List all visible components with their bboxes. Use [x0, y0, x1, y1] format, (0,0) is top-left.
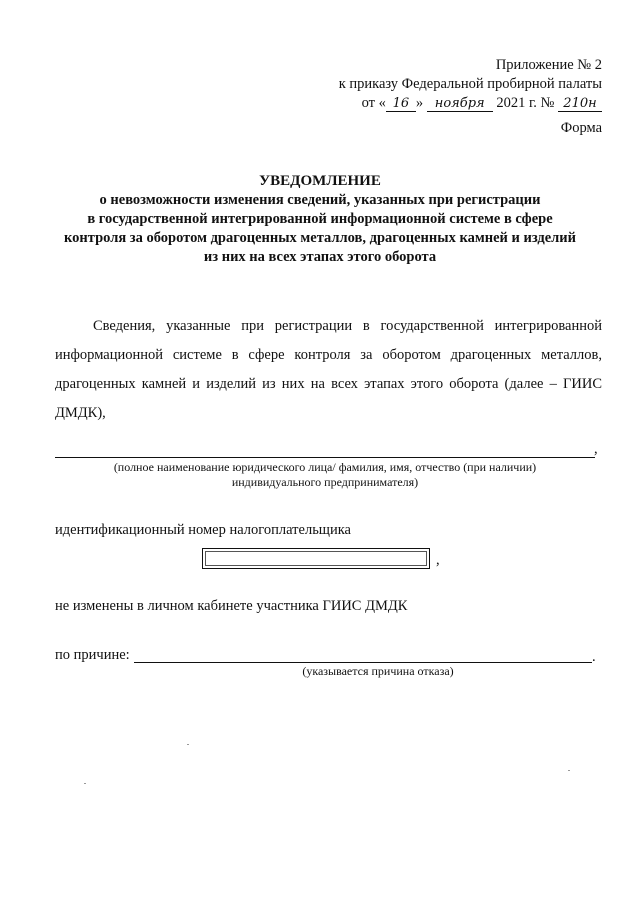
entity-caption-line-2: индивидуального предпринимателя)	[231, 475, 419, 489]
appendix-date-line	[339, 94, 602, 113]
entity-name-fill-line	[55, 457, 595, 458]
notice-subtitle-line-4: из них на всех этапах этого оборота	[203, 249, 437, 265]
entity-line-comma: ,	[594, 441, 598, 457]
appendix-number: Приложение № 2	[495, 57, 602, 73]
notice-subtitle-line-2: в государственной интегрированной информационной системе в сфере	[87, 211, 553, 227]
scan-speck	[568, 770, 570, 771]
reason-caption	[134, 664, 592, 679]
form-label: Форма	[560, 120, 602, 136]
entity-caption-line-1: (полное наименование юридического лица/ фамилия, имя, отчество (при наличии)	[113, 460, 537, 474]
scan-speck	[187, 744, 189, 745]
scan-speck	[84, 783, 86, 784]
notice-subtitle-line-3: контроля за оборотом драгоценных металлов, драгоценных камней и изделий	[64, 230, 576, 246]
reason-period: .	[592, 649, 596, 665]
handwritten-month: ноября	[427, 97, 493, 112]
reason-fill-line	[134, 662, 592, 663]
appendix-header	[339, 56, 602, 113]
notice-title: УВЕДОМЛЕНИЕ	[259, 173, 381, 189]
appendix-order-ref: к приказу Федеральной пробирной палаты	[338, 76, 602, 92]
date-prefix: от «	[361, 95, 386, 111]
entity-name-caption	[90, 460, 560, 490]
date-close-quote: »	[415, 95, 424, 111]
handwritten-day: 16	[386, 97, 416, 112]
reason-label: по причине:	[55, 647, 130, 663]
inn-input-box	[202, 548, 430, 569]
inn-comma: ,	[436, 552, 440, 568]
date-year: 2021 г. №	[496, 95, 555, 111]
notice-subtitle-line-1: о невозможности изменения сведений, указанных при регистрации	[99, 192, 541, 208]
handwritten-order-number: 210н	[558, 97, 602, 112]
body-paragraph: Сведения, указанные при регистрации в государственной интегрированной информационной системе в сфере контроля за оборотом драгоценных металлов, драгоценных камней и изделий из них на всех этапах этого оборота (далее – ГИИС ДМДК),	[55, 318, 602, 421]
notice-heading	[0, 172, 640, 267]
reason-caption-text: (указывается причина отказа)	[302, 664, 454, 678]
not-changed-statement: не изменены в личном кабинете участника ГИИС ДМДК	[55, 598, 408, 614]
inn-label: идентификационный номер налогоплательщика	[55, 522, 351, 538]
